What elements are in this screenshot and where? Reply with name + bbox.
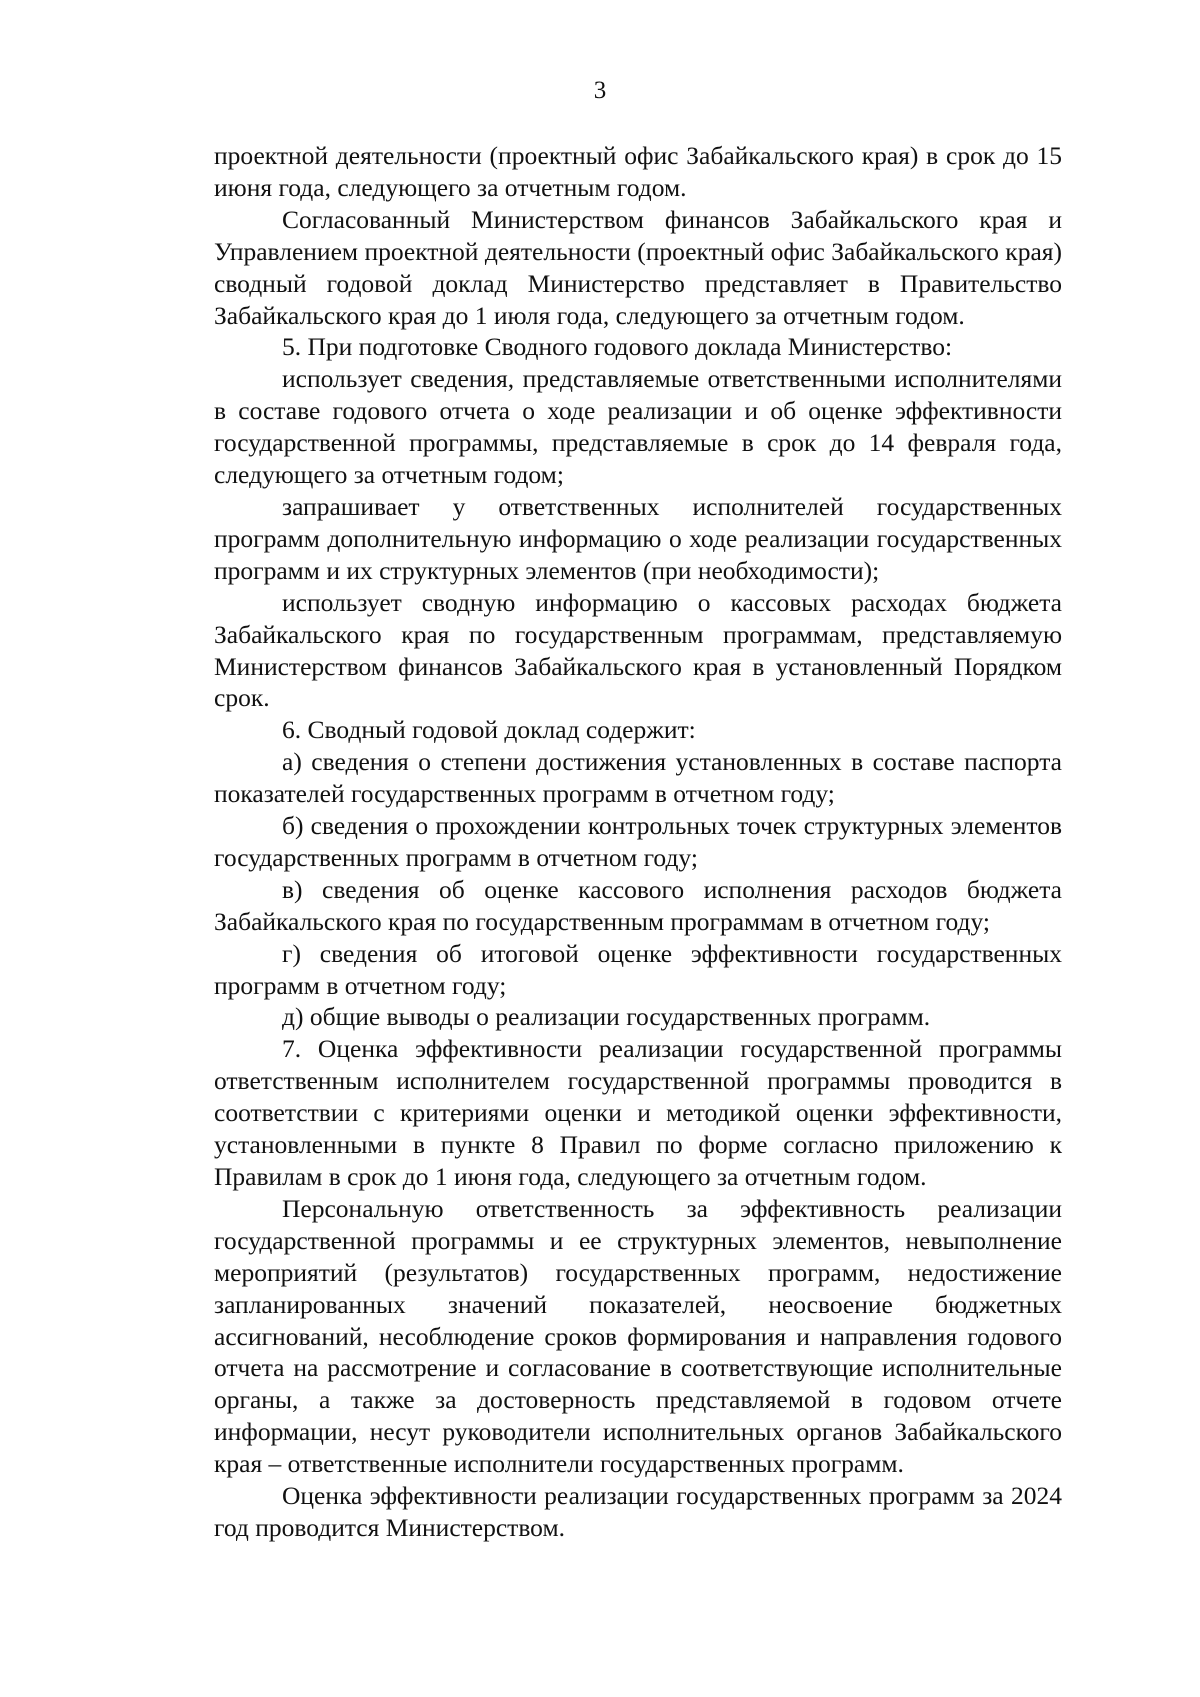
paragraph-item-6-v: в) сведения об оценке кассового исполнения расходов бюджета Забайкальского края по государственным программам в отчетном году;: [214, 874, 1062, 936]
paragraph-continuation: проектной деятельности (проектный офис Забайкальского края) в срок до 15 июня года, следующего за отчетным годом.: [214, 141, 1062, 202]
page-number: 3: [593, 77, 607, 104]
document-body: [214, 140, 1062, 1544]
paragraph-agreed-report: Согласованный Министерством финансов Забайкальского края и Управлением проектной деятельности (проектный офис Забайкальского края) сводный годовой доклад Министерство представляет в Правительство Забайкальского края до 1 июля года, следующего за отчетным годом.: [214, 204, 1062, 330]
paragraph-item-6: 6. Сводный годовой доклад содержит:: [282, 715, 696, 745]
paragraph-item-5: 5. При подготовке Сводного годового доклада Министерство:: [282, 332, 953, 362]
paragraph-item-6-g: г) сведения об итоговой оценке эффективности государственных программ в отчетном году;: [214, 938, 1062, 1000]
paragraph-evaluation-2024: Оценка эффективности реализации государственных программ за 2024 год проводится Министерством.: [214, 1481, 1062, 1542]
paragraph-item-6-b: б) сведения о прохождении контрольных точек структурных элементов государственных программ в отчетном году;: [214, 811, 1062, 872]
paragraph-item-6-d: д) общие выводы о реализации государственных программ.: [282, 1002, 931, 1032]
paragraph-item-7: 7. Оценка эффективности реализации государственной программы ответственным исполнителем государственной программы проводится в соответствии с критериями оценки и методикой оценки эффективности, установленными в пункте 8 Правил по форме согласно приложению к Правилам в срок до 1 июня года, следующего за отчетным годом.: [214, 1034, 1062, 1191]
paragraph-responsibility: Персональную ответственность за эффективность реализации государственной программы и ее структурных элементов, невыполнение мероприятий (результатов) государственных программ, недостижение запланированных значений показателей, неосвоение бюджетных ассигнований, несоблюдение сроков формирования и направления годового отчета на рассмотрение и согласование в соответствующие исполнительные органы, а также за достоверность представляемой в годовом отчете информации, несут руководители исполнительных органов Забайкальского края – ответственные исполнители государственных программ.: [214, 1193, 1062, 1479]
paragraph-item-6-a: а) сведения о степени достижения установленных в составе паспорта показателей государственных программ в отчетном году;: [214, 747, 1062, 809]
paragraph-item-5-uses-info: использует сведения, представляемые ответственными исполнителями в составе годового отчета о ходе реализации и об оценке эффективности государственной программы, представляемые в срок до 14 февраля года, следующего за отчетным годом;: [214, 364, 1062, 490]
paragraph-item-5-requests: запрашивает у ответственных исполнителей государственных программ дополнительную информацию о ходе реализации государственных программ и их структурных элементов (при необходимости);: [214, 491, 1062, 585]
paragraph-item-5-cash-expenses: использует сводную информацию о кассовых расходах бюджета Забайкальского края по государственным программам, представляемую Министерством финансов Забайкальского края в установленный Порядком срок.: [214, 587, 1062, 713]
